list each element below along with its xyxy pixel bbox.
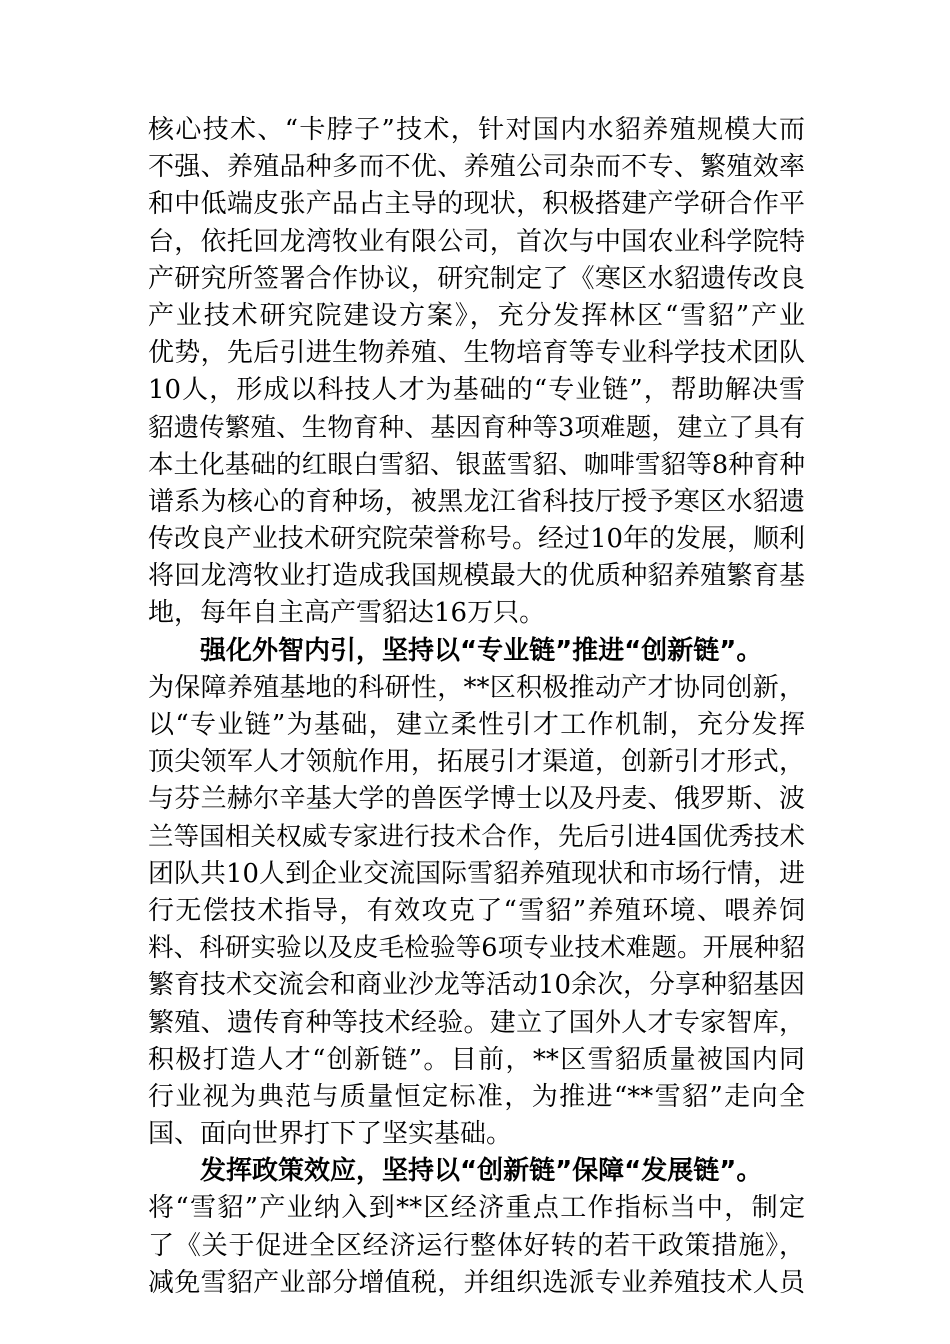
text-line: 团队共10人到企业交流国际雪貂养殖现状和市场行情，进 (148, 858, 805, 889)
text-line: 和中低端皮张产品占主导的现状，积极搭建产学研合作平 (148, 189, 805, 220)
text-line: 行无偿技术指导，有效攻克了“雪貂”养殖环境、喂养饲 (148, 895, 805, 926)
text-line: 产研究所签署合作协议，研究制定了《寒区水貂遗传改良 (148, 263, 805, 294)
text-line: 貂遗传繁殖、生物育种、基因育种等3项难题，建立了具有 (148, 412, 805, 443)
text-line: 台，依托回龙湾牧业有限公司，首次与中国农业科学院特 (148, 226, 805, 257)
text-line: 国、面向世界打下了坚实基础。 (148, 1119, 513, 1150)
text-line: 以“专业链”为基础，建立柔性引才工作机制，充分发挥 (148, 710, 805, 740)
section-heading: 强化外智内引，坚持以“专业链”推进“创新链”。 (200, 635, 763, 666)
text-line: 顶尖领军人才领航作用，拓展引才渠道，创新引才形式， (148, 747, 805, 778)
text-line: 繁育技术交流会和商业沙龙等活动10余次，分享种貂基因 (148, 970, 805, 1001)
text-line: 10人，形成以科技人才为基础的“专业链”，帮助解决雪 (148, 375, 805, 406)
section-heading: 发挥政策效应，坚持以“创新链”保障“发展链”。 (200, 1156, 763, 1187)
text-line: 与芬兰赫尔辛基大学的兽医学博士以及丹麦、俄罗斯、波 (148, 784, 805, 815)
text-line: 为保障养殖基地的科研性，**区积极推动产才协同创新， (148, 672, 805, 703)
text-line: 本土化基础的红眼白雪貂、银蓝雪貂、咖啡雪貂等8种育种 (148, 449, 805, 480)
text-line: 了《关于促进全区经济运行整体好转的若干政策措施》， (148, 1230, 805, 1261)
text-line: 产业技术研究院建设方案》，充分发挥林区“雪貂”产业 (148, 300, 805, 331)
text-line: 不强、养殖品种多而不优、养殖公司杂而不专、繁殖效率 (148, 152, 805, 183)
text-line: 谱系为核心的育种场，被黑龙江省科技厅授予寒区水貂遗 (148, 486, 805, 517)
text-line: 传改良产业技术研究院荣誉称号。经过10年的发展，顺利 (148, 524, 805, 555)
paragraph-1 (148, 112, 805, 633)
text-line: 将回龙湾牧业打造成我国规模最大的优质种貂养殖繁育基 (148, 561, 805, 592)
text-line: 繁殖、遗传育种等技术经验。建立了国外人才专家智库， (148, 1007, 805, 1038)
document-page (148, 112, 805, 1302)
text-line: 积极打造人才“创新链”。目前，**区雪貂质量被国内同 (148, 1044, 805, 1075)
text-line: 地，每年自主高产雪貂达16万只。 (148, 598, 546, 629)
text-line: 优势，先后引进生物养殖、生物培育等专业科学技术团队 (148, 338, 805, 369)
paragraph-2 (148, 633, 805, 1154)
text-line: 料、科研实验以及皮毛检验等6项专业技术难题。开展种貂 (148, 933, 805, 964)
text-line: 兰等国相关权威专家进行技术合作，先后引进4国优秀技术 (148, 821, 805, 852)
text-line: 减免雪貂产业部分增值税，并组织选派专业养殖技术人员 (148, 1267, 805, 1298)
text-line: 行业视为典范与质量恒定标准，为推进“**雪貂”走向全 (148, 1081, 805, 1112)
paragraph-3 (148, 1153, 805, 1302)
text-line: 将“雪貂”产业纳入到**区经济重点工作指标当中，制定 (148, 1193, 805, 1224)
text-line: 核心技术、“卡脖子”技术，针对国内水貂养殖规模大而 (148, 115, 805, 145)
